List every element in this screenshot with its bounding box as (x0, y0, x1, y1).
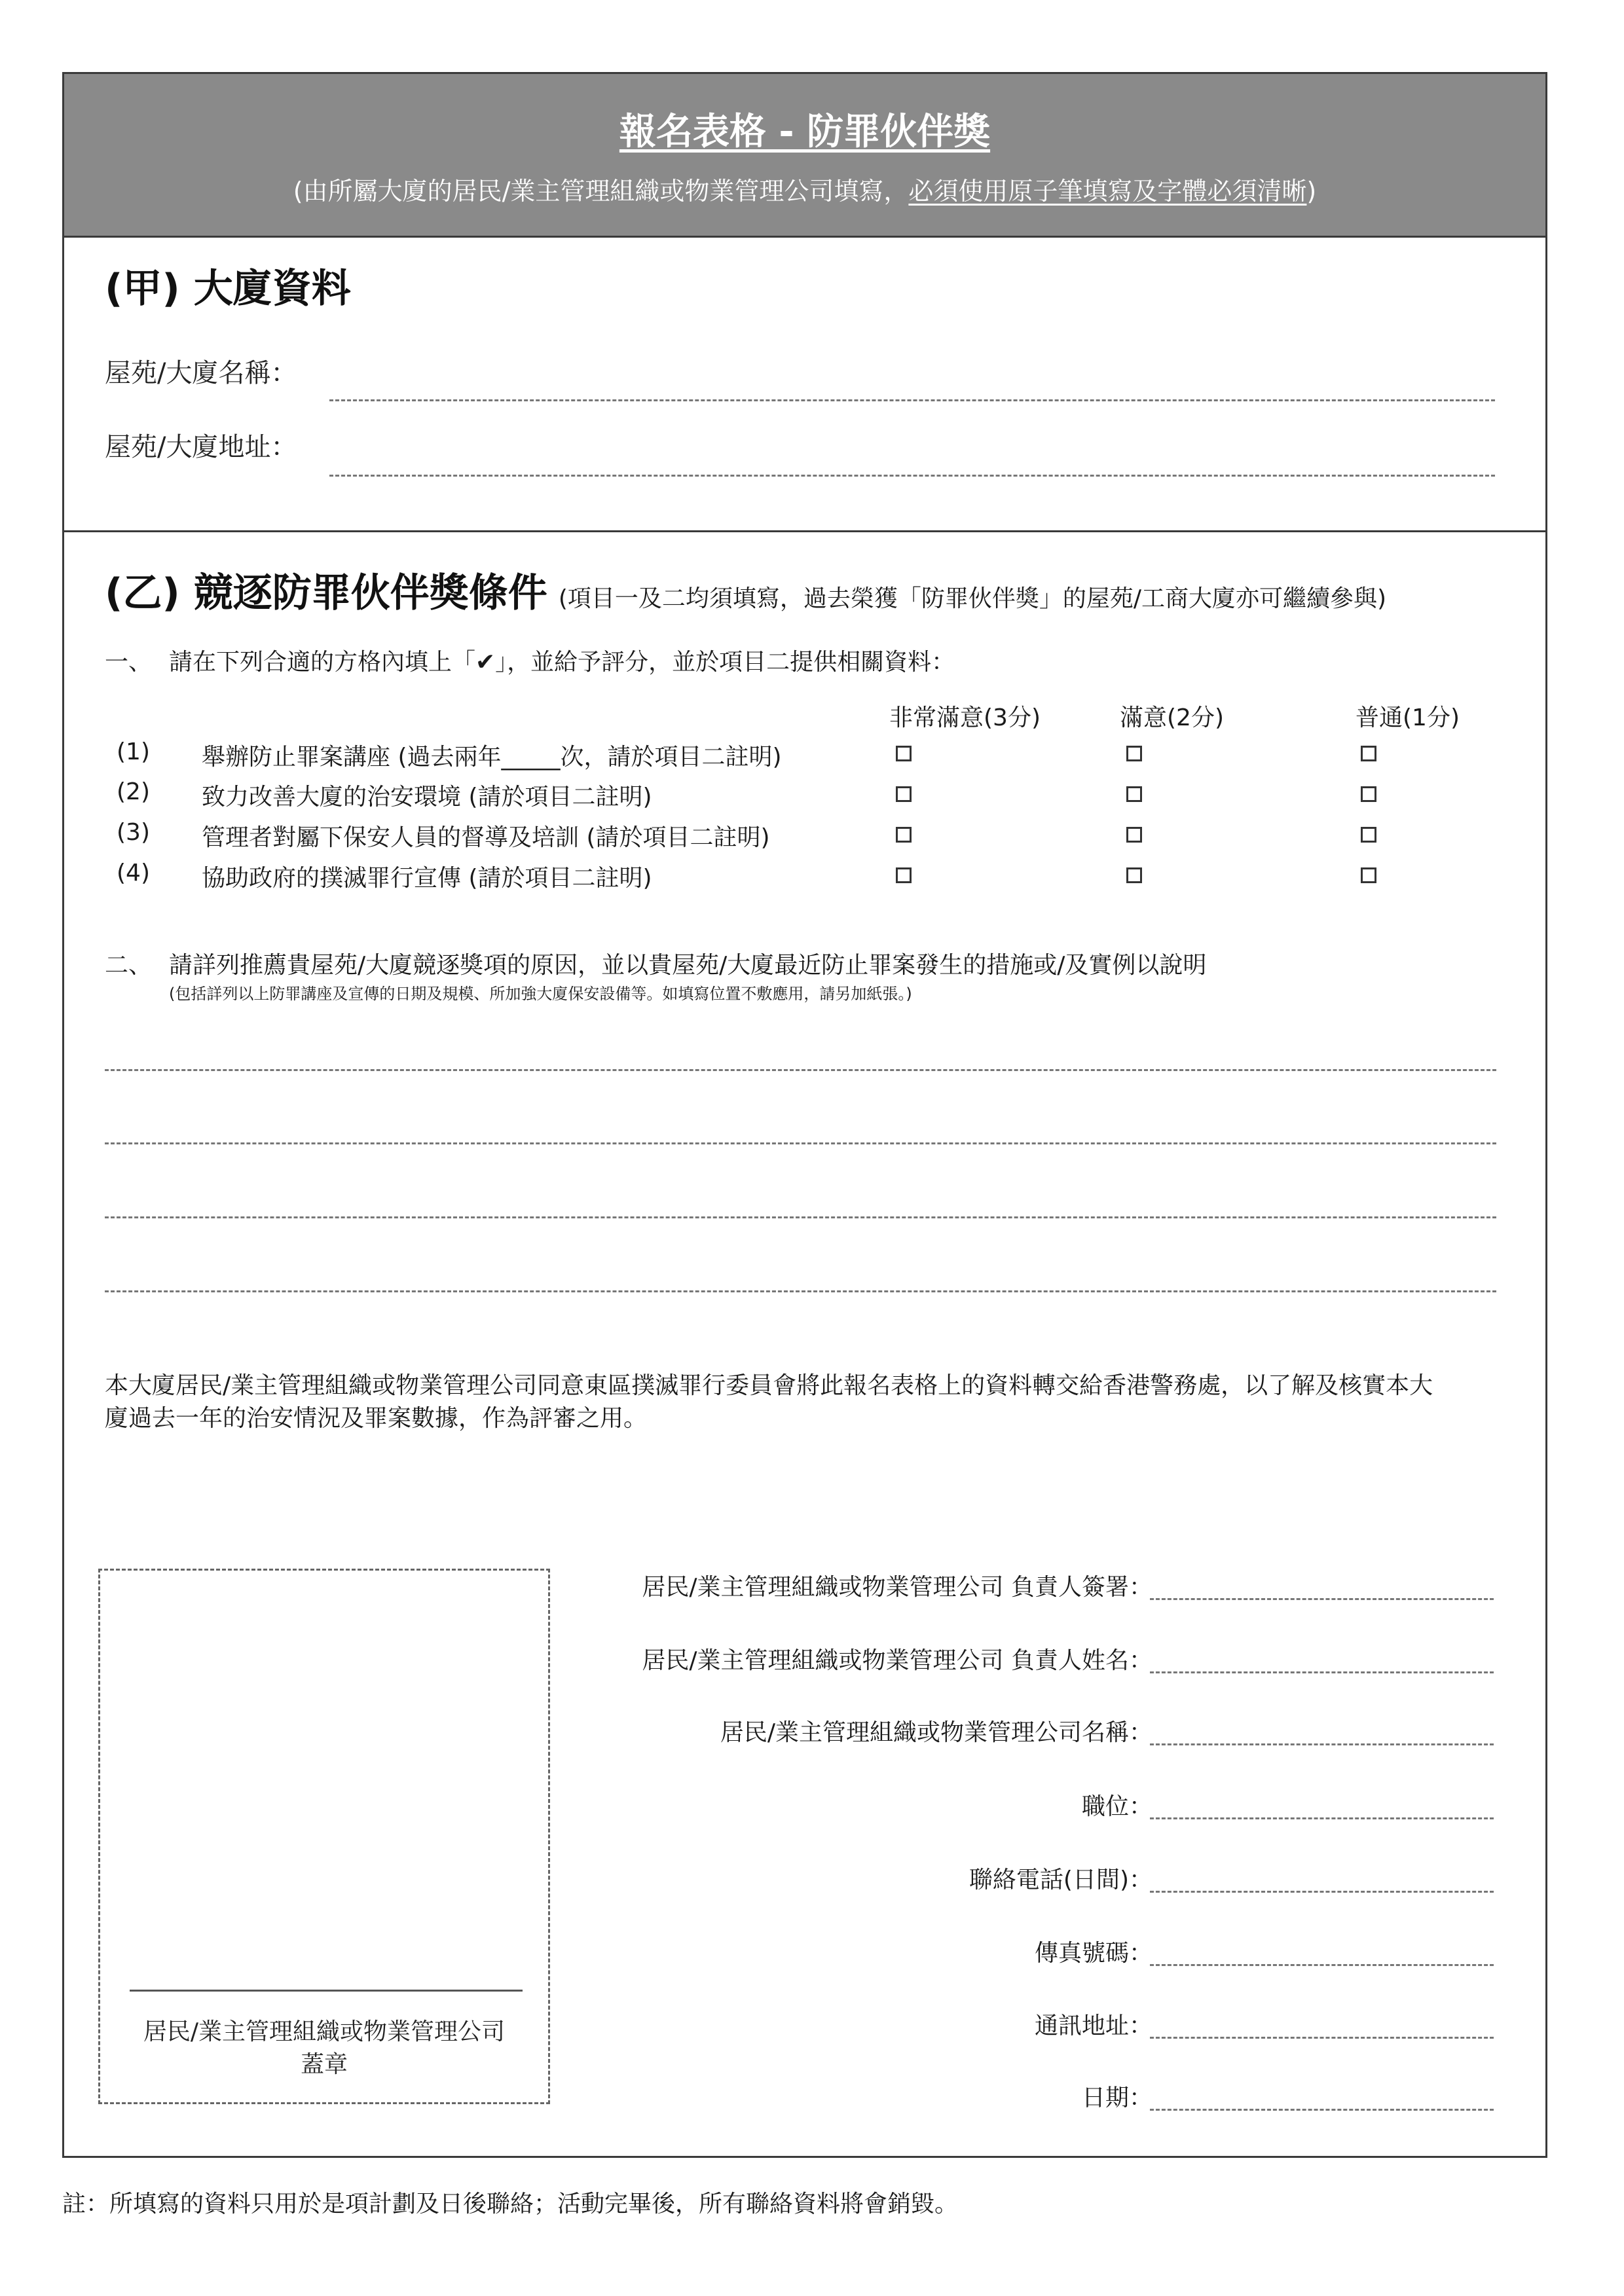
stamp-divider (130, 1990, 523, 1992)
company-name-label: 居民/業主管理組織或物業管理公司名稱： (720, 1719, 1153, 1746)
estate-address-field[interactable] (329, 475, 1495, 477)
checkbox-average[interactable] (1361, 827, 1376, 843)
reason-line[interactable] (105, 1216, 1496, 1218)
address-line[interactable] (1150, 2037, 1494, 2039)
person-name-line[interactable] (1150, 1671, 1494, 1673)
reason-line[interactable] (105, 1290, 1496, 1292)
criteria-text: 管理者對屬下保安人員的督導及培訓 (請於項目二註明) (202, 824, 770, 851)
consent-line-2: 廈過去一年的治安情況及罪案數據，作為評審之用。 (105, 1405, 648, 1432)
form-frame (62, 72, 1547, 2158)
rating-header-very-satisfied: 非常滿意(3分) (889, 704, 1041, 731)
checkbox-average[interactable] (1361, 786, 1376, 802)
form-title: 報名表格 - 防罪伙伴獎 (619, 111, 991, 153)
company-name-line[interactable] (1150, 1743, 1494, 1745)
criteria-number: (1) (117, 738, 150, 765)
subtitle-close: ) (1306, 177, 1317, 206)
criteria-text: 舉辦防止罪案講座 (過去兩年_____次，請於項目二註明) (202, 744, 782, 771)
criteria-text: 致力改善大廈的治安環境 (請於項目二註明) (202, 784, 652, 811)
rating-header-satisfied: 滿意(2分) (1120, 704, 1224, 731)
subtitle-underlined-text: 必須使用原子筆填寫及字體必須清晰 (908, 177, 1307, 206)
phone-label: 聯絡電話(日間)： (969, 1867, 1153, 1893)
subtitle-text: (由所屬大廈的居民/業主管理組織或物業管理公司填寫， (293, 177, 909, 206)
checkbox-satisfied[interactable] (1126, 827, 1142, 843)
criteria-number: (4) (117, 860, 150, 886)
criteria-number: (2) (117, 778, 150, 805)
form-subtitle (64, 171, 1545, 207)
stamp-label-line-1: 居民/業主管理組織或物業管理公司 (143, 2018, 506, 2045)
person-name-label: 居民/業主管理組織或物業管理公司 負責人姓名： (642, 1647, 1153, 1674)
item2-instruction: 請詳列推薦貴屋苑/大廈競逐獎項的原因，並以貴屋苑/大廈最近防止罪案發生的措施或/及實例以說明 (169, 952, 1207, 979)
section-b-heading (105, 562, 1386, 618)
stamp-label-line-2: 蓋章 (300, 2051, 348, 2078)
checkbox-very-satisfied[interactable] (896, 827, 912, 843)
checkbox-very-satisfied[interactable] (896, 786, 912, 802)
reason-line[interactable] (105, 1142, 1496, 1144)
checkbox-average[interactable] (1361, 867, 1376, 883)
date-label: 日期： (1081, 2085, 1153, 2111)
checkbox-satisfied[interactable] (1126, 786, 1142, 802)
item2-number: 二、 (105, 952, 153, 979)
checkbox-average[interactable] (1361, 746, 1376, 761)
fax-line[interactable] (1150, 1964, 1494, 1966)
estate-address-label: 屋苑/大廈地址： (105, 432, 297, 462)
reason-line[interactable] (105, 1069, 1496, 1071)
signature-line[interactable] (1150, 1598, 1494, 1600)
item1-number: 一、 (105, 649, 153, 676)
phone-line[interactable] (1150, 1891, 1494, 1893)
criteria-text: 協助政府的撲滅罪行宣傳 (請於項目二註明) (202, 865, 652, 892)
section-divider (64, 530, 1545, 532)
consent-line-1: 本大廈居民/業主管理組織或物業管理公司同意東區撲滅罪行委員會將此報名表格上的資料轉交給香港警務處，以了解及核實本大 (105, 1372, 1433, 1399)
section-a-title: (甲) 大廈資料 (105, 266, 351, 312)
checkbox-satisfied[interactable] (1126, 867, 1142, 883)
form-header (64, 74, 1545, 238)
criteria-number: (3) (117, 819, 150, 846)
fax-label: 傳真號碼： (1034, 1940, 1153, 1967)
position-label: 職位： (1081, 1793, 1153, 1820)
position-line[interactable] (1150, 1817, 1494, 1819)
address-label: 通訊地址： (1034, 2013, 1153, 2039)
company-stamp-box[interactable] (98, 1569, 550, 2104)
item1-instruction: 請在下列合適的方格內填上「✔」，並給予評分，並於項目二提供相關資料： (169, 649, 955, 676)
item2-note: (包括詳列以上防罪講座及宣傳的日期及規模、所加強大廈保安設備等。如填寫位置不敷應用，請另加紙張。) (169, 985, 912, 1003)
signature-label: 居民/業主管理組織或物業管理公司 負責人簽署： (642, 1574, 1153, 1601)
estate-name-label: 屋苑/大廈名稱： (105, 358, 297, 388)
date-line[interactable] (1150, 2109, 1494, 2111)
checkbox-satisfied[interactable] (1126, 746, 1142, 761)
estate-name-field[interactable] (329, 399, 1495, 401)
rating-header-average: 普通(1分) (1356, 704, 1460, 731)
checkbox-very-satisfied[interactable] (896, 746, 912, 761)
section-b-title: (乙) 競逐防罪伙伴獎條件 (105, 570, 547, 616)
checkbox-very-satisfied[interactable] (896, 867, 912, 883)
footnote: 註：所填寫的資料只用於是項計劃及日後聯絡；活動完畢後，所有聯絡資料將會銷毀。 (62, 2191, 959, 2217)
section-b-note: (項目一及二均須填寫，過去榮獲「防罪伙伴獎」的屋苑/工商大廈亦可繼續參與) (558, 585, 1387, 612)
